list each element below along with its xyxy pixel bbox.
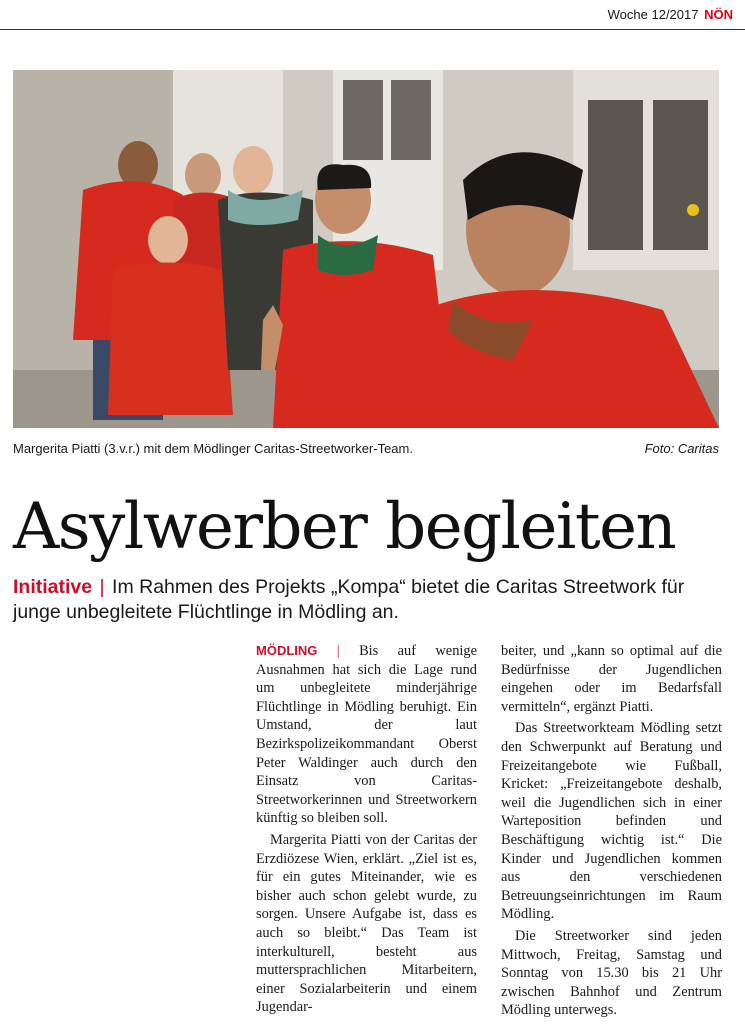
article-subhead [13,575,733,625]
subhead-text: Im Rahmen des Projekts „Kompa“ bietet die Caritas Streetwork für junge unbegleitete Flüchtlinge in Mödling an. [13,576,685,623]
article-column-1 [256,642,477,1023]
dateline-separator: | [336,643,340,659]
photo-caption-row [13,441,719,456]
paragraph: Das Streetworkteam Mödling setzt den Schwerpunkt auf Beratung und Freizeitangebote wie Fußball, Kricket: „Freizeitangebote deshalb, weil die Jugendlichen sich in einer Warteposition befinden und Beschäftigung wichtig ist.“ Die Kinder und Jugendlichen kommen aus den verschiedenen Betreuungseinrichtungen im Raum Mödling. [501,720,722,923]
kicker-separator: | [99,576,105,598]
issue-label [608,7,733,22]
kicker-label: Initiative [13,576,93,598]
issue-week: Woche 12/2017 [607,7,699,22]
paragraph: beiter, und „kann so optimal auf die Bedürfnisse der Jugendlichen eingehen oder im Bedarfsfall vermitteln“, ergänzt Piatti. [501,643,722,715]
article-headline: Asylwerber begleiten [13,490,676,564]
article-body [256,642,722,1023]
paragraph-text: Bis auf wenige Ausnahmen hat sich die Lage rund um unbegleitete minderjährige Flüchtlinge in Mödling beruhigt. Ein Umstand, der laut Bezirkspolizeikommandant Oberst Peter Waldinger auch durch den Einsatz von Caritas-Streetworkerinnen und Streetworkern künftig so bleiben soll. [256,643,477,827]
article-photo [13,70,719,428]
photo-caption: Margerita Piatti (3.v.r.) mit dem Mödlinger Caritas-Streetworker-Team. [13,441,413,456]
paragraph [256,642,477,828]
photo-credit: Foto: Caritas [644,441,719,456]
header-rule [0,29,745,30]
team-photo-illustration [13,70,719,428]
paragraph: Die Streetworker sind jeden Mittwoch, Freitag, Samstag und Sonntag von 15.30 bis 21 Uhr zwischen Bahnhof und Zentrum Mödling unterwegs. [501,927,722,1019]
dateline: MÖDLING [256,643,318,658]
paragraph: Margerita Piatti von der Caritas der Erzdiözese Wien, erklärt. „Ziel ist es, für ein gutes Miteinander, wie es bisher auch schon gelebt wurde, zu sorgen. Unsere Aufgabe ist, dass es auch so bleibt.“ Das Team ist interkulturell, besteht aus muttersprachlichen Mitarbeitern, einer Sozialarbeiterin und einem Jugendar- [256,831,477,1016]
brand-logo: NÖN [704,7,733,22]
article-column-2 [501,642,722,1023]
